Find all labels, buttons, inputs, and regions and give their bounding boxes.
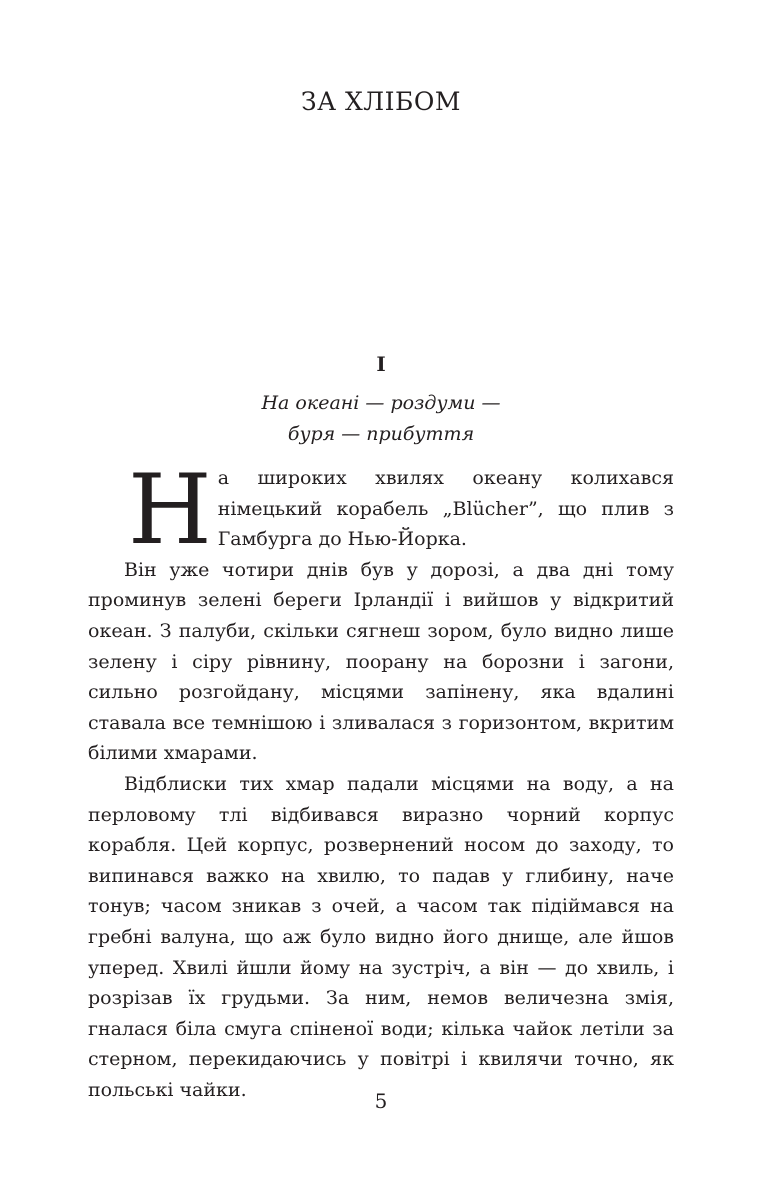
body-text [88,454,674,1105]
chapter-subtitle-line-2: буря — прибуття [287,423,475,445]
chapter-subtitle [0,388,762,450]
book-title: ЗА ХЛІБОМ [301,87,461,116]
page-number: 5 [374,1089,388,1113]
paragraph-2: Він уже чотири днів був у дорозі, а два дні тому проминув зелені береги Ірландії і вийшов у відкритий океан. З палуби, скільки сягнеш зором, було видно лише зелену і сіру рівнину, поорану на борозни і загони, сильно розгойдану, місцями запінену, яка вдалині ставала все темнішою і зливалася з горизонтом, вкритим білими хмарами. [88,558,674,765]
chapter-number: I [376,352,386,376]
paragraph-1-text: а широких хвилях океану колихався німецький корабель „Blücher”, що плив з Гамбурга до Нью-Йорка. [217,467,674,551]
drop-cap: Н [128,454,212,566]
paragraph-1 [88,454,674,566]
chapter-subtitle-line-1: На океані — роздуми — [261,392,501,414]
paragraph-3: Відблиски тих хмар падали місцями на воду, а на перловому тлі відбивався виразно чорний корпус корабля. Цей корпус, розвернений носом до заходу, то випинався важко на хвилю, то падав у глибину, наче тонув; часом зникав з очей, а часом так підіймався на гребні валуна, що аж було видно його днище, але йшов уперед. Хвилі йшли йому на зустріч, а він — до хвиль, і розрізав їх грудьми. За ним, немов величезна змія, гналася біла смуга спіненої води; кілька чайок летіли за стерном, перекидаючись у повітрі і квилячи точно, як польські чайки. [88,772,674,1101]
